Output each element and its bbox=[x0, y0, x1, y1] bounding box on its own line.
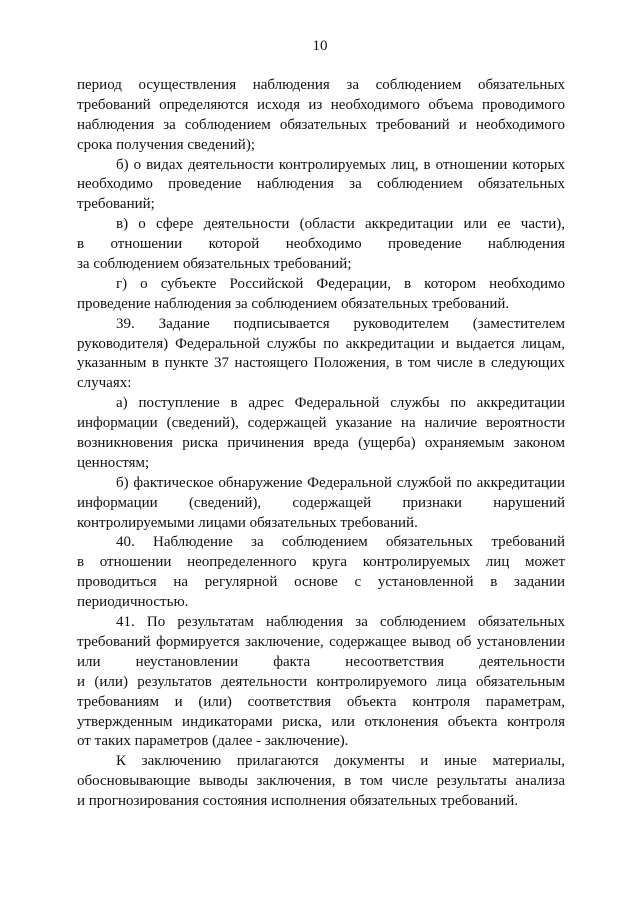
text-line: проведение наблюдения за соблюдением обязательных требований. bbox=[77, 295, 510, 312]
text-line: указанным в пункте 37 настоящего Положения, в том числе в следующих bbox=[77, 355, 565, 372]
text-line: информации (сведений), содержащей признаки нарушений bbox=[77, 494, 565, 511]
text-line: б) фактическое обнаружение Федеральной службой по аккредитации bbox=[116, 474, 565, 491]
text-line: 39. Задание подписывается руководителем (заместителем bbox=[116, 315, 565, 332]
text-line: г) о субъекте Российской Федерации, в котором необходимо bbox=[116, 275, 565, 292]
text-line: в отношении которой необходимо проведение наблюдения bbox=[77, 236, 565, 253]
text-line: контролируемыми лицами обязательных требований. bbox=[77, 514, 418, 531]
text-line: случаях: bbox=[77, 375, 132, 392]
text-line: К заключению прилагаются документы и иные материалы, bbox=[116, 753, 565, 770]
text-line: в отношении неопределенного круга контролируемых лиц может bbox=[77, 554, 565, 571]
text-line: за соблюдением обязательных требований; bbox=[77, 256, 352, 273]
body-text bbox=[77, 76, 565, 812]
text-line: руководителя) Федеральной службы по аккредитации и выдается лицам, bbox=[77, 335, 565, 352]
text-line: а) поступление в адрес Федеральной службы по аккредитации bbox=[116, 395, 565, 412]
text-line: утвержденным индикаторами риска, или отклонения объекта контроля bbox=[77, 713, 565, 730]
text-line: б) о видах деятельности контролируемых лиц, в отношении которых bbox=[116, 156, 565, 173]
text-line: требованиям и (или) соответствия объекта контроля параметрам, bbox=[77, 693, 565, 710]
text-line: период осуществления наблюдения за соблюдением обязательных bbox=[77, 77, 565, 93]
text-line: требований определяются исходя из необходимого объема проводимого bbox=[77, 96, 565, 113]
text-line: ценностям; bbox=[77, 454, 150, 471]
text-line: или неустановлении факта несоответствия деятельности bbox=[77, 653, 565, 670]
text-line: требований; bbox=[77, 196, 155, 213]
text-line: наблюдения за соблюдением обязательных требований и необходимого bbox=[77, 116, 565, 133]
page-number: 10 bbox=[312, 38, 328, 54]
text-line: в) о сфере деятельности (области аккредитации или ее части), bbox=[116, 216, 565, 233]
text-line: проводиться на регулярной основе с установленной в задании bbox=[77, 574, 565, 591]
text-line: обосновывающие выводы заключения, в том числе результаты анализа bbox=[77, 773, 565, 790]
text-line: и прогнозирования состояния исполнения обязательных требований. bbox=[77, 793, 519, 810]
text-line: требований формируется заключение, содержащее вывод об установлении bbox=[77, 633, 565, 650]
text-line: возникновения риска причинения вреда (ущерба) охраняемым законом bbox=[77, 435, 565, 452]
text-line: 41. По результатам наблюдения за соблюдением обязательных bbox=[116, 614, 565, 631]
text-line: и (или) результатов деятельности контролируемого лица обязательным bbox=[77, 673, 565, 690]
text-line: необходимо проведение наблюдения за соблюдением обязательных bbox=[77, 176, 565, 193]
text-line: информации (сведений), содержащей указание на наличие вероятности bbox=[77, 415, 565, 432]
text-line: 40. Наблюдение за соблюдением обязательных требований bbox=[116, 534, 565, 551]
text-line: периодичностью. bbox=[77, 594, 189, 611]
text-line: от таких параметров (далее - заключение). bbox=[77, 733, 349, 750]
text-line: срока получения сведений); bbox=[77, 136, 255, 153]
